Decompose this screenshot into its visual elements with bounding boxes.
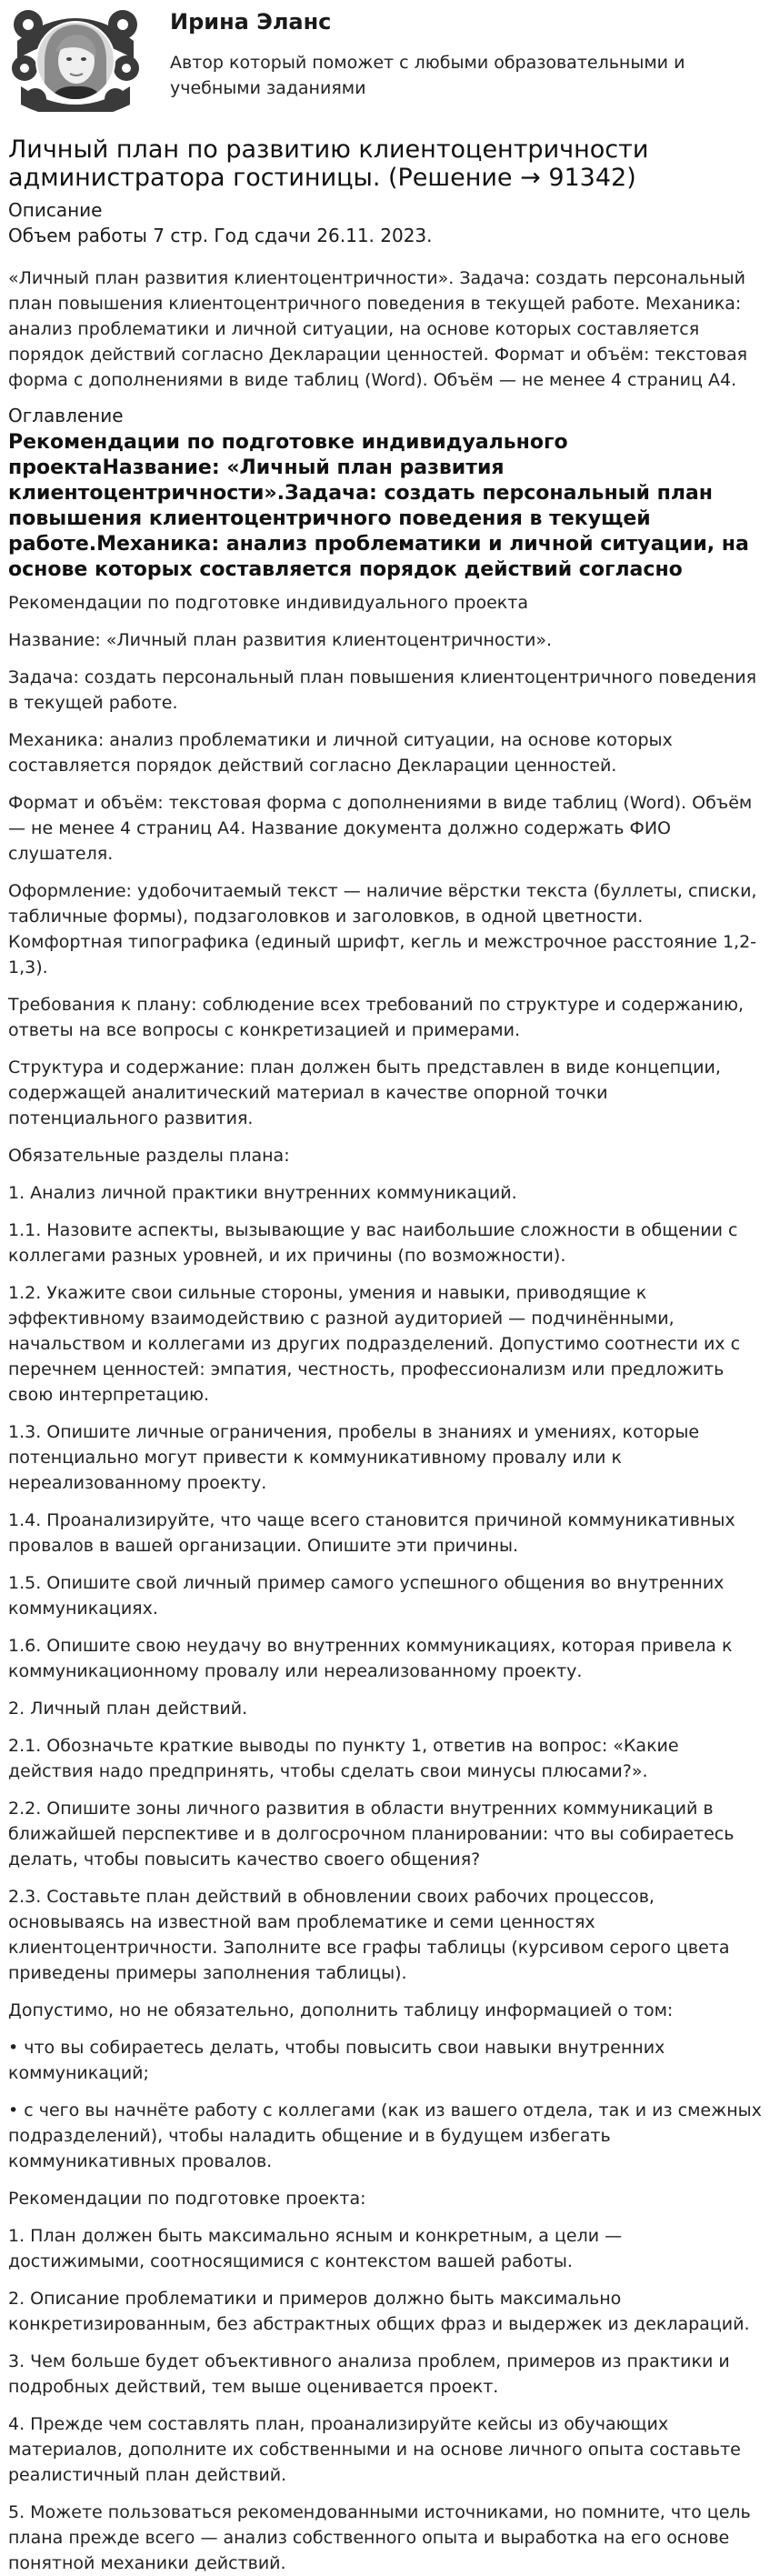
paragraph: Допустимо, но не обязательно, дополнить таблицу информацией о том: [8, 2000, 674, 2020]
paragraph: 1.2. Укажите свои сильные стороны, умения и навыки, приводящие к эффективному взаимодействию с разной аудиторией — подчинёнными, начальством и коллегами из других подразделений. Допустимо соотнести их с перечнем ценностей: эмпатия, честность, профессионализм или предложить свою интерпретацию. [8, 1283, 741, 1405]
work-meta: Объем работы 7 стр. Год сдачи 26.11. 2023. [8, 225, 433, 246]
paragraph: Оформление: удобочитаемый текст — наличие вёрстки текста (буллеты, списки, табличные формы), подзаголовков и заголовков, в одной цветности. Комфортная типографика (единый шрифт, кегль и межстрочное расстояние 1,2-1,3). [8, 881, 757, 977]
paragraph: Рекомендации по подготовке индивидуального проекта [8, 593, 528, 613]
paragraph: 2.1. Обозначьте краткие выводы по пункту 1, ответив на вопрос: «Какие действия надо предпринять, чтобы сделать свои минусы плюсами?». [8, 1736, 679, 1781]
toc-bold-text: Рекомендации по подготовке индивидуального проектаНазвание: «Личный план развития клиентоцентричности».Задача: создать персональный план повышения клиентоцентричного поведения в текущей работе.Механика: анализ проблематики и личной ситуации, на основе которых составляется порядок действий согласно [8, 431, 749, 581]
work-title: Личный план по развитию клиентоцентричности администратора гостиницы. (Решение → 91342) [8, 135, 649, 192]
paragraph: Задача: создать персональный план повышения клиентоцентричного поведения в текущей работе. [8, 667, 757, 713]
list-item: • что вы собираетесь делать, чтобы повысить свои навыки внутренних коммуникаций; [8, 2038, 665, 2083]
toc-label: Оглавление [8, 405, 124, 426]
content-body [8, 590, 762, 2576]
paragraph: Требования к плану: соблюдение всех требований по структуре и содержанию, ответы на все вопросы с конкретизацией и примерами. [8, 995, 745, 1040]
paragraph: Обязательные разделы плана: [8, 1146, 290, 1166]
paragraph: 3. Чем больше будет объективного анализа проблем, примеров из практики и подробных действий, тем выше оценивается проект. [8, 2351, 730, 2397]
paragraph: 4. Прежде чем составлять план, проанализируйте кейсы из обучающих материалов, дополните их собственными и на основе личного опыта составьте реалистичный план действий. [8, 2414, 741, 2485]
paragraph: 1.3. Опишите личные ограничения, пробелы в знаниях и умениях, которые потенциально могут привести к коммуникативному провалу или к нереализованному проекту. [8, 1422, 700, 1493]
paragraph: 1.1. Назовите аспекты, вызывающие у вас наибольшие сложности в общении с коллегами разных уровней, и их причины (по возможности). [8, 1220, 738, 1266]
author-card [8, 0, 762, 121]
list-item: • с чего вы начнёте работу с коллегами (как из вашего отдела, так и из смежных подразделений), чтобы наладить общение и в будущем избегать коммуникативных провалов. [8, 2100, 762, 2171]
work-summary: «Личный план развития клиентоцентричности». Задача: создать персональный план повышения клиентоцентричного поведения в текущей работе. Механика: анализ проблематики и личной ситуации, на основе которых составляется порядок действий согласно Декларации ценностей. Формат и объём: текстовая форма с дополнениями в виде таблиц (Word). Объём — не менее 4 страниц А4. [8, 268, 748, 390]
paragraph: Рекомендации по подготовке проекта: [8, 2189, 366, 2209]
paragraph: 2. Описание проблематики и примеров должно быть максимально конкретизированным, без абстрактных общих фраз и выдержек из деклараций. [8, 2289, 750, 2334]
paragraph: 5. Можете пользоваться рекомендованными источниками, но помните, что цель плана прежде всего — анализ собственного опыта и выработка на его основе понятной механики действий. [8, 2502, 751, 2573]
description-label: Описание [8, 199, 103, 221]
paragraph: 1.6. Опишите свою неудачу во внутренних коммуникациях, которая привела к коммуникационному провалу или нереализованному проекту. [8, 1636, 733, 1681]
author-name[interactable]: Ирина Эланс [170, 9, 332, 35]
author-avatar-icon[interactable] [8, 5, 143, 112]
paragraph: Название: «Личный план развития клиентоцентричности». [8, 630, 553, 650]
paragraph: 1.5. Опишите свой личный пример самого успешного общения во внутренних коммуникациях. [8, 1573, 725, 1619]
paragraph: 2.2. Опишите зоны личного развития в области внутренних коммуникаций в ближайшей перспективе и в долгосрочном планировании: что вы собираетесь делать, чтобы повысить качество своего общения? [8, 1799, 735, 1869]
paragraph: Формат и объём: текстовая форма с дополнениями в виде таблиц (Word). Объём — не менее 4 страниц А4. Название документа должно содержать ФИО слушателя. [8, 793, 753, 864]
paragraph: 1. План должен быть максимально ясным и конкретным, а цели — достижимыми, соотносящимися с контекстом вашей работы. [8, 2226, 623, 2271]
author-description: Автор который поможет с любыми образовательными и учебными заданиями [170, 53, 685, 99]
paragraph: 1.4. Проанализируйте, что чаще всего становится причиной коммуникативных провалов в вашей организации. Опишите эти причины. [8, 1510, 735, 1556]
paragraph: Механика: анализ проблематики и личной ситуации, на основе которых составляется порядок действий согласно Декларации ценностей. [8, 730, 673, 776]
paragraph: 1. Анализ личной практики внутренних коммуникаций. [8, 1183, 517, 1203]
paragraph: 2.3. Составьте план действий в обновлении своих рабочих процессов, основываясь на известной вам проблематике и семи ценностях клиентоцентричности. Заполните все графы таблицы (курсивом серого цвета приведены примеры заполнения таблицы). [8, 1887, 730, 1983]
paragraph: Структура и содержание: план должен быть представлен в виде концепции, содержащей аналитический материал в качестве опорной точки потенциального развития. [8, 1057, 721, 1128]
paragraph: 2. Личный план действий. [8, 1699, 248, 1719]
